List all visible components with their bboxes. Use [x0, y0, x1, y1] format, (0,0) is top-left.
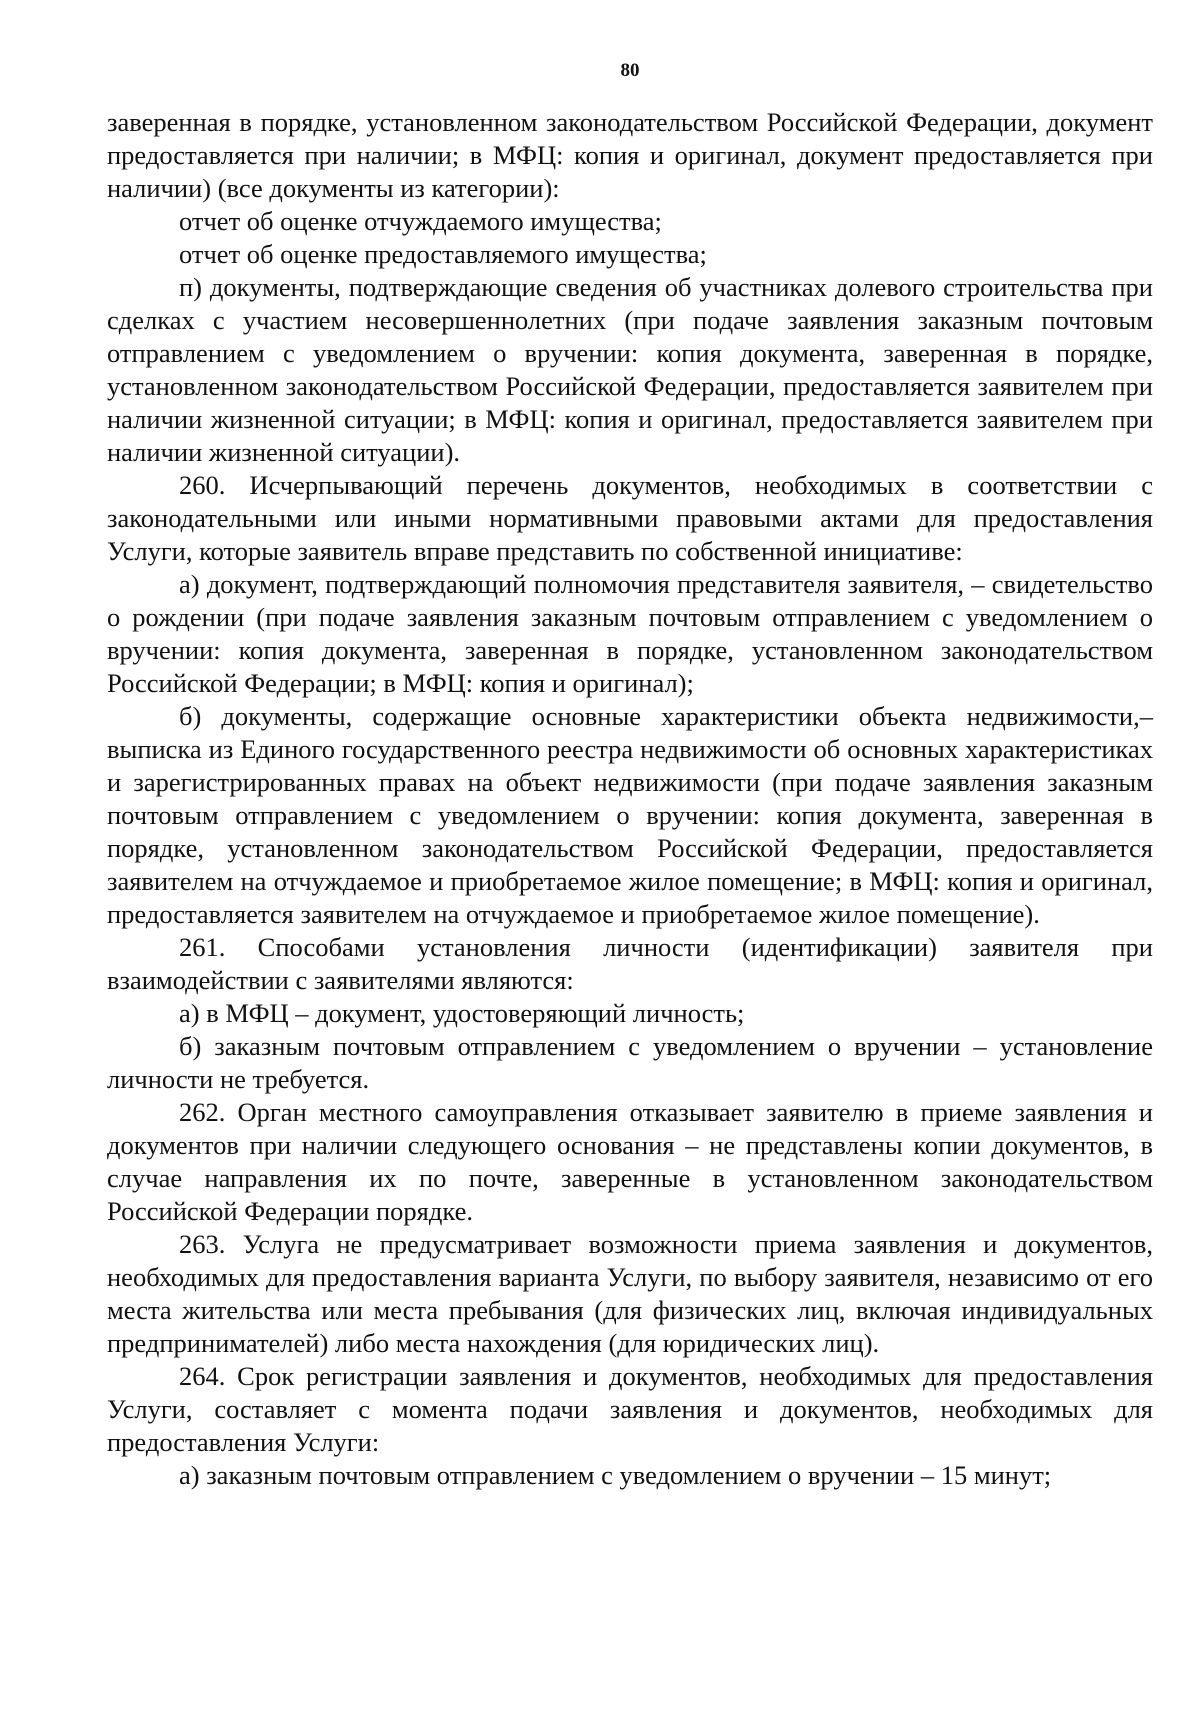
paragraph-item: отчет об оценке предоставляемого имущества;: [179, 239, 707, 269]
paragraph-item: а) документ, подтверждающий полномочия представителя заявителя, – свидетельство о рождении (при подаче заявления заказным почтовым отправлением с уведомлением о вручении: копия документа, заверенная в порядке, установленном законодательством Российской Федерации; в МФЦ: копия и оригинал);: [107, 569, 1153, 698]
paragraph-item: отчет об оценке отчуждаемого имущества;: [179, 206, 662, 236]
paragraph-clause-264: 264. Срок регистрации заявления и документов, необходимых для предоставления Услуги, составляет с момента подачи заявления и документов, необходимых для предоставления Услуги:: [107, 1361, 1153, 1457]
paragraph-item: а) в МФЦ – документ, удостоверяющий личность;: [179, 998, 745, 1028]
paragraph-clause-262: 262. Орган местного самоуправления отказывает заявителю в приеме заявления и документов при наличии следующего основания – не представлены копии документов, в случае направления их по почте, заверенные в установленном законодательством Российской Федерации порядке.: [107, 1097, 1153, 1226]
paragraph-item: б) документы, содержащие основные характеристики объекта недвижимости,– выписка из Единого государственного реестра недвижимости об основных характеристиках и зарегистрированных правах на объект недвижимости (при подаче заявления заказным почтовым отправлением с уведомлением о вручении: копия документа, заверенная в порядке, установленном законодательством Российской Федерации, предоставляется заявителем на отчуждаемое и приобретаемое жилое помещение; в МФЦ: копия и оригинал, предоставляется заявителем на отчуждаемое и приобретаемое жилое помещение).: [107, 701, 1153, 929]
paragraph-item: п) документы, подтверждающие сведения об участниках долевого строительства при сделках с участием несовершеннолетних (при подаче заявления заказным почтовым отправлением с уведомлением о вручении: копия документа, заверенная в порядке, установленном законодательством Российской Федерации, предоставляется заявителем при наличии жизненной ситуации; в МФЦ: копия и оригинал, предоставляется заявителем при наличии жизненной ситуации).: [107, 272, 1153, 467]
paragraph-clause-261: 261. Способами установления личности (идентификации) заявителя при взаимодействии с заявителями являются:: [107, 932, 1153, 995]
paragraph-item: а) заказным почтовым отправлением с уведомлением о вручении – 15 минут;: [179, 1460, 1052, 1490]
paragraph-item: б) заказным почтовым отправлением с уведомлением о вручении – установление личности не требуется.: [107, 1031, 1153, 1094]
page-number: 80: [620, 60, 640, 81]
paragraph-continuation: заверенная в порядке, установленном законодательством Российской Федерации, документ предоставляется при наличии; в МФЦ: копия и оригинал, документ предоставляется при наличии) (все документы из категории):: [107, 107, 1153, 203]
paragraph-clause-260: 260. Исчерпывающий перечень документов, необходимых в соответствии с законодательными или иными нормативными правовыми актами для предоставления Услуги, которые заявитель вправе представить по собственной инициативе:: [107, 470, 1153, 566]
document-body: [107, 106, 1153, 1492]
paragraph-clause-263: 263. Услуга не предусматривает возможности приема заявления и документов, необходимых для предоставления варианта Услуги, по выбору заявителя, независимо от его места жительства или места пребывания (для физических лиц, включая индивидуальных предпринимателей) либо места нахождения (для юридических лиц).: [107, 1229, 1153, 1358]
